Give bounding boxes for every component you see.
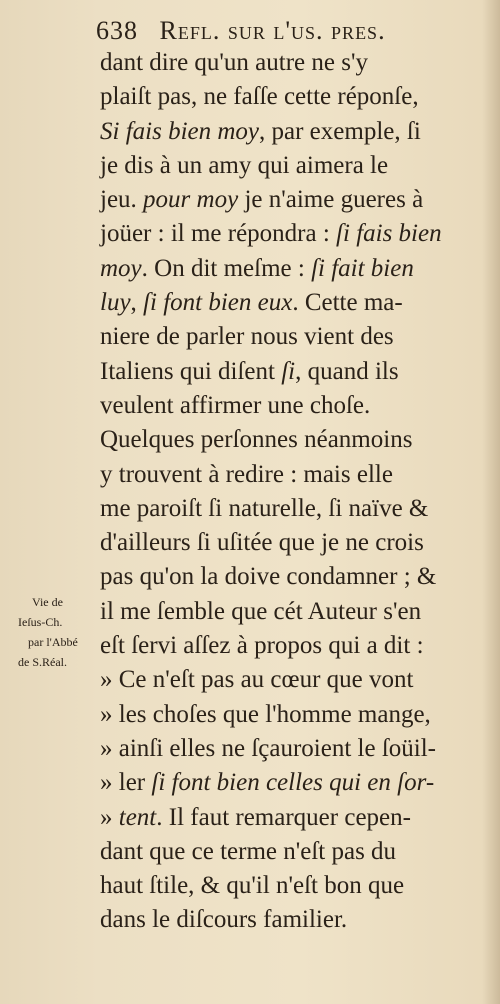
text-run: me paroiſt ſi naturelle, ſi naïve & [100,494,429,522]
text-run: , quand ils [295,357,399,385]
italic-text: pour moy [143,186,239,214]
text-run: . Il faut remarquer cepen- [156,803,411,831]
running-header [96,16,436,46]
text-run: » [100,803,119,831]
text-run: » ler [100,769,152,797]
text-run: eſt ſervi aſſez à propos qui a dit : [100,632,424,660]
text-run: y trouvent à redire : mais elle [100,460,393,488]
italic-text: tent [118,803,157,831]
text-line [100,458,480,492]
italic-text: moy [100,254,142,282]
running-title: Refl. sur l'us. pres. [159,16,386,45]
text-run: » ainſi elles ne ſçauroient le ſoüil- [100,734,436,762]
text-run: jeu. [100,186,144,214]
body-text [100,46,480,938]
text-line [100,80,480,114]
text-run: . On dit meſme : [141,254,312,282]
text-run: il me ſemble que cét Auteur s'en [100,597,422,625]
text-run: pas qu'on la doive condamner ; & [100,563,437,591]
text-run: joüer : il me répondra : [100,220,337,248]
text-run: . Cette ma- [292,289,403,317]
text-run: dans le diſcours familier. [100,906,348,934]
text-run: » les choſes que l'homme mange, [100,700,431,728]
margin-note-line: Ieſus-Ch. [18,615,63,629]
text-line [100,766,480,800]
text-line [100,560,480,594]
text-line [100,526,480,560]
italic-text: ſi fait bien [311,254,414,282]
text-run: Italiens qui diſent [100,357,282,385]
text-line [100,46,480,80]
page-gutter-shadow [482,0,500,1004]
italic-text: luy [100,289,131,317]
text-line [100,835,480,869]
text-run: je n'aime gueres à [238,186,424,214]
text-line [100,869,480,903]
text-line [100,698,480,732]
italic-text: ſi font bien celles qui en ſor- [151,769,435,797]
text-line [100,252,480,286]
text-line [100,320,480,354]
text-run: niere de parler nous vient des [100,323,394,351]
margin-note-line: de S.Réal. [18,655,67,669]
text-line [100,389,480,423]
text-line [100,149,480,183]
text-line [100,663,480,697]
text-run: d'ailleurs ſi uſitée que je ne crois [100,529,424,557]
text-line [100,801,480,835]
text-run: » Ce n'eſt pas au cœur que vont [100,666,414,694]
italic-text: ſi fais bien [336,220,442,248]
text-run: dant que ce terme n'eſt pas du [100,837,397,865]
italic-text: Si fais bien moy [100,117,260,145]
text-line [100,115,480,149]
text-run: plaiſt pas, ne faſſe cette réponſe, [100,83,419,111]
text-line [100,355,480,389]
text-line [100,629,480,663]
text-line [100,492,480,526]
margin-note [18,592,98,672]
margin-note-line: Vie de [32,595,63,609]
text-run: Quelques perſonnes néanmoins [100,426,413,454]
page-number: 638 [96,16,138,45]
text-line [100,217,480,251]
margin-note-line: par l'Abbé [28,635,78,649]
text-run: , [130,289,144,317]
text-run: , par exemple, ſi [259,117,421,145]
text-line [100,903,480,937]
text-run: dant dire qu'un autre ne s'y [100,49,368,76]
text-line [100,183,480,217]
italic-text: ſi [281,357,296,385]
italic-text: ſi font bien eux [143,289,293,317]
text-run: haut ſtile, & qu'il n'eſt bon que [100,872,405,900]
text-line [100,595,480,629]
text-line [100,423,480,457]
text-run: je dis à un amy qui aimera le [100,151,389,179]
text-run: veulent affirmer une choſe. [100,391,371,419]
text-line [100,732,480,766]
text-line [100,286,480,320]
